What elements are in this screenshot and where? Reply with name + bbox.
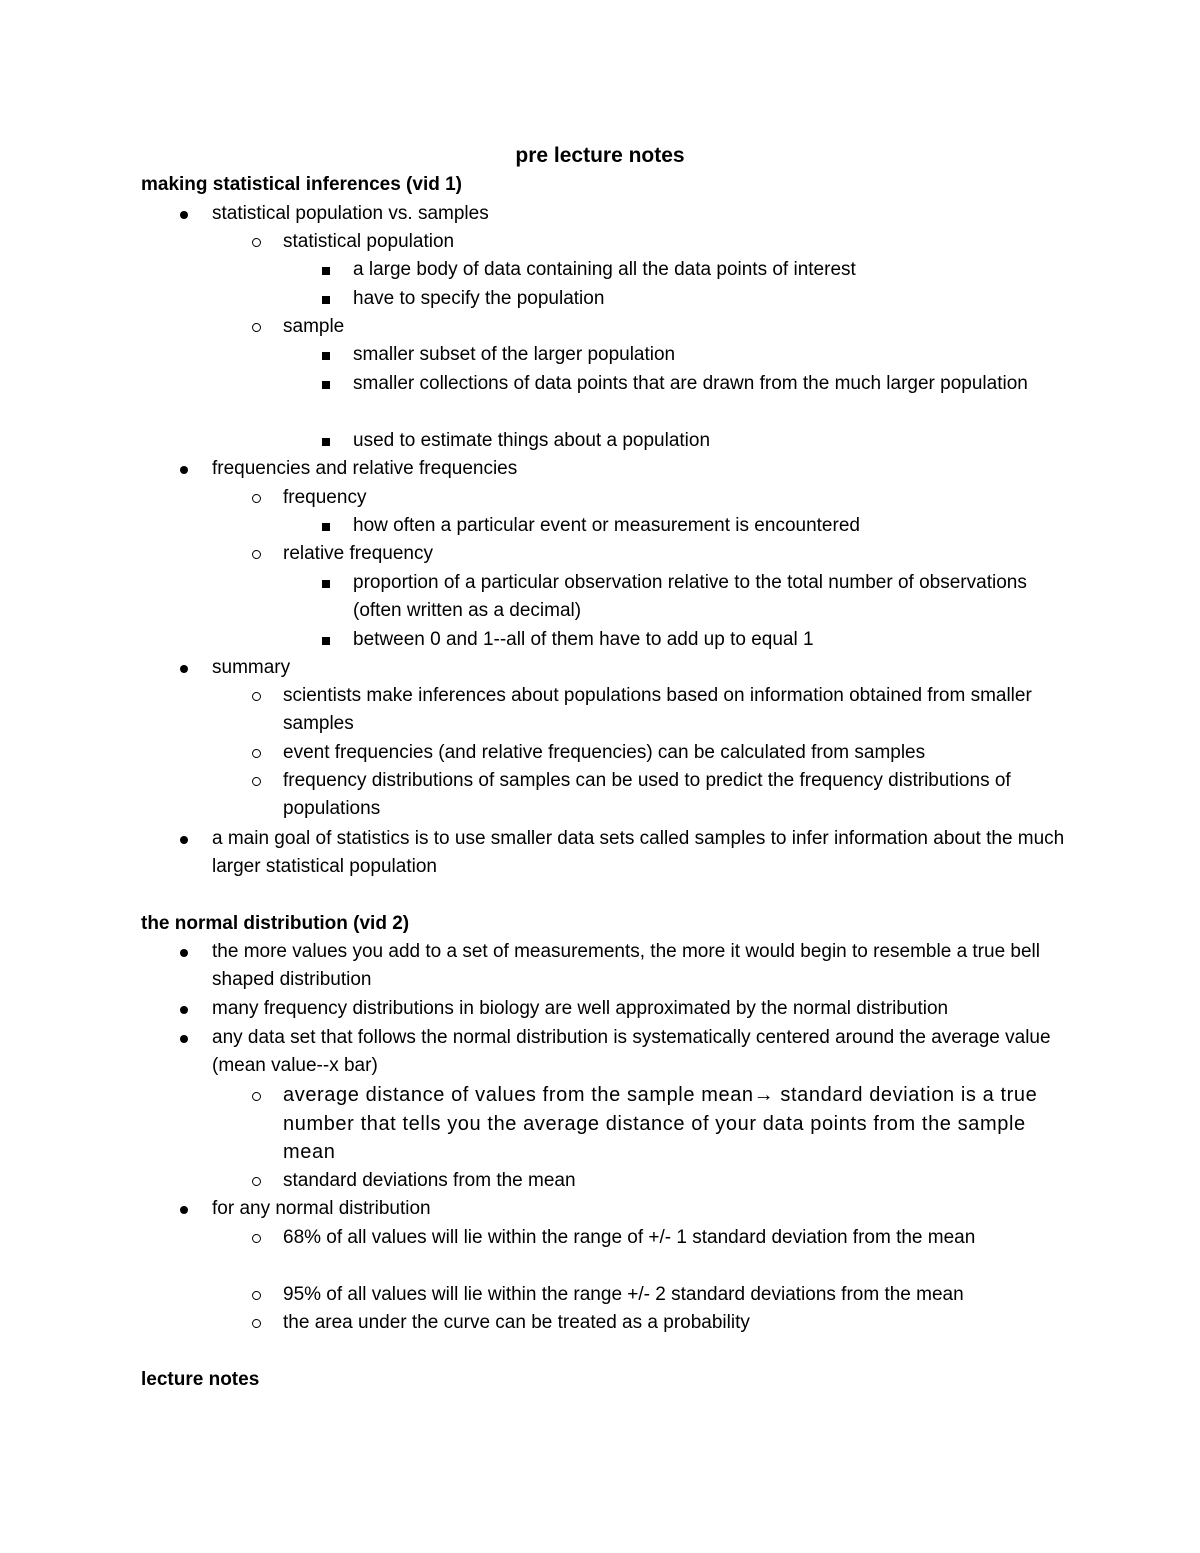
bullet-dot-icon [176,1195,192,1223]
list-item: the more values you add to a set of measurements, the more it would begin to resemble a true bell shaped distribution [212,938,1072,995]
bullet-circle-icon [248,484,264,512]
list-item: frequency [283,484,1073,512]
bullet-circle-icon [248,1309,264,1337]
list-item: relative frequency [283,540,1073,568]
list-item: any data set that follows the normal distribution is systematically centered around the average value (mean value--x bar) [212,1024,1072,1081]
list-item: standard deviations from the mean [283,1167,1073,1195]
section-heading-normal-distribution: the normal distribution (vid 2) [141,913,410,934]
list-item: frequency distributions of samples can be used to predict the frequency distributions of populations [283,767,1073,824]
bullet-square-icon [318,256,334,284]
list-item: smaller collections of data points that are drawn from the much larger population [353,370,1073,398]
bullet-circle-icon [248,682,264,710]
page-title: pre lecture notes [515,144,685,167]
bullet-dot-icon [176,938,192,966]
list-item: the area under the curve can be treated as a probability [283,1309,1073,1337]
list-item: summary [212,654,1072,682]
bullet-dot-icon [176,1024,192,1052]
list-item: statistical population vs. samples [212,200,1072,228]
list-item: proportion of a particular observation relative to the total number of observations (often written as a decimal) [353,569,1073,626]
list-item: average distance of values from the sample mean→ standard deviation is a true number that tells you the average distance of your data points from the sample mean [283,1081,1073,1167]
bullet-circle-icon [248,228,264,256]
bullet-circle-icon [248,540,264,568]
bullet-dot-icon [176,825,192,853]
list-item: between 0 and 1--all of them have to add up to equal 1 [353,626,1073,654]
bullet-dot-icon [176,200,192,228]
list-item: statistical population [283,228,1073,256]
list-item: how often a particular event or measurement is encountered [353,512,1073,540]
list-item: have to specify the population [353,285,1073,313]
bullet-square-icon [318,512,334,540]
bullet-circle-icon [248,313,264,341]
bullet-dot-icon [176,455,192,483]
list-item: 95% of all values will lie within the range +/- 2 standard deviations from the mean [283,1281,1073,1309]
bullet-circle-icon [248,739,264,767]
list-item: many frequency distributions in biology are well approximated by the normal distribution [212,995,1072,1023]
list-item: event frequencies (and relative frequencies) can be calculated from samples [283,739,1073,767]
bullet-dot-icon [176,995,192,1023]
bullet-dot-icon [176,654,192,682]
bullet-square-icon [318,569,334,597]
bullet-square-icon [318,626,334,654]
list-item: a main goal of statistics is to use smaller data sets called samples to infer information about the much larger statistical population [212,825,1072,882]
list-item: 68% of all values will lie within the range of +/- 1 standard deviation from the mean [283,1224,1073,1252]
bullet-circle-icon [248,1167,264,1195]
section-heading-inferences: making statistical inferences (vid 1) [141,174,463,195]
bullet-circle-icon [248,1281,264,1309]
list-item: frequencies and relative frequencies [212,455,1072,483]
bullet-circle-icon [248,1081,264,1109]
list-item: a large body of data containing all the data points of interest [353,256,1073,284]
list-item: sample [283,313,1073,341]
bullet-square-icon [318,370,334,398]
section-heading-lecture-notes: lecture notes [141,1369,260,1390]
bullet-square-icon [318,427,334,455]
list-item: scientists make inferences about populations based on information obtained from smaller samples [283,682,1073,739]
bullet-square-icon [318,285,334,313]
list-item: smaller subset of the larger population [353,341,1073,369]
bullet-square-icon [318,341,334,369]
list-item: for any normal distribution [212,1195,1072,1223]
bullet-circle-icon [248,767,264,795]
bullet-circle-icon [248,1224,264,1252]
list-item: used to estimate things about a population [353,427,1073,455]
